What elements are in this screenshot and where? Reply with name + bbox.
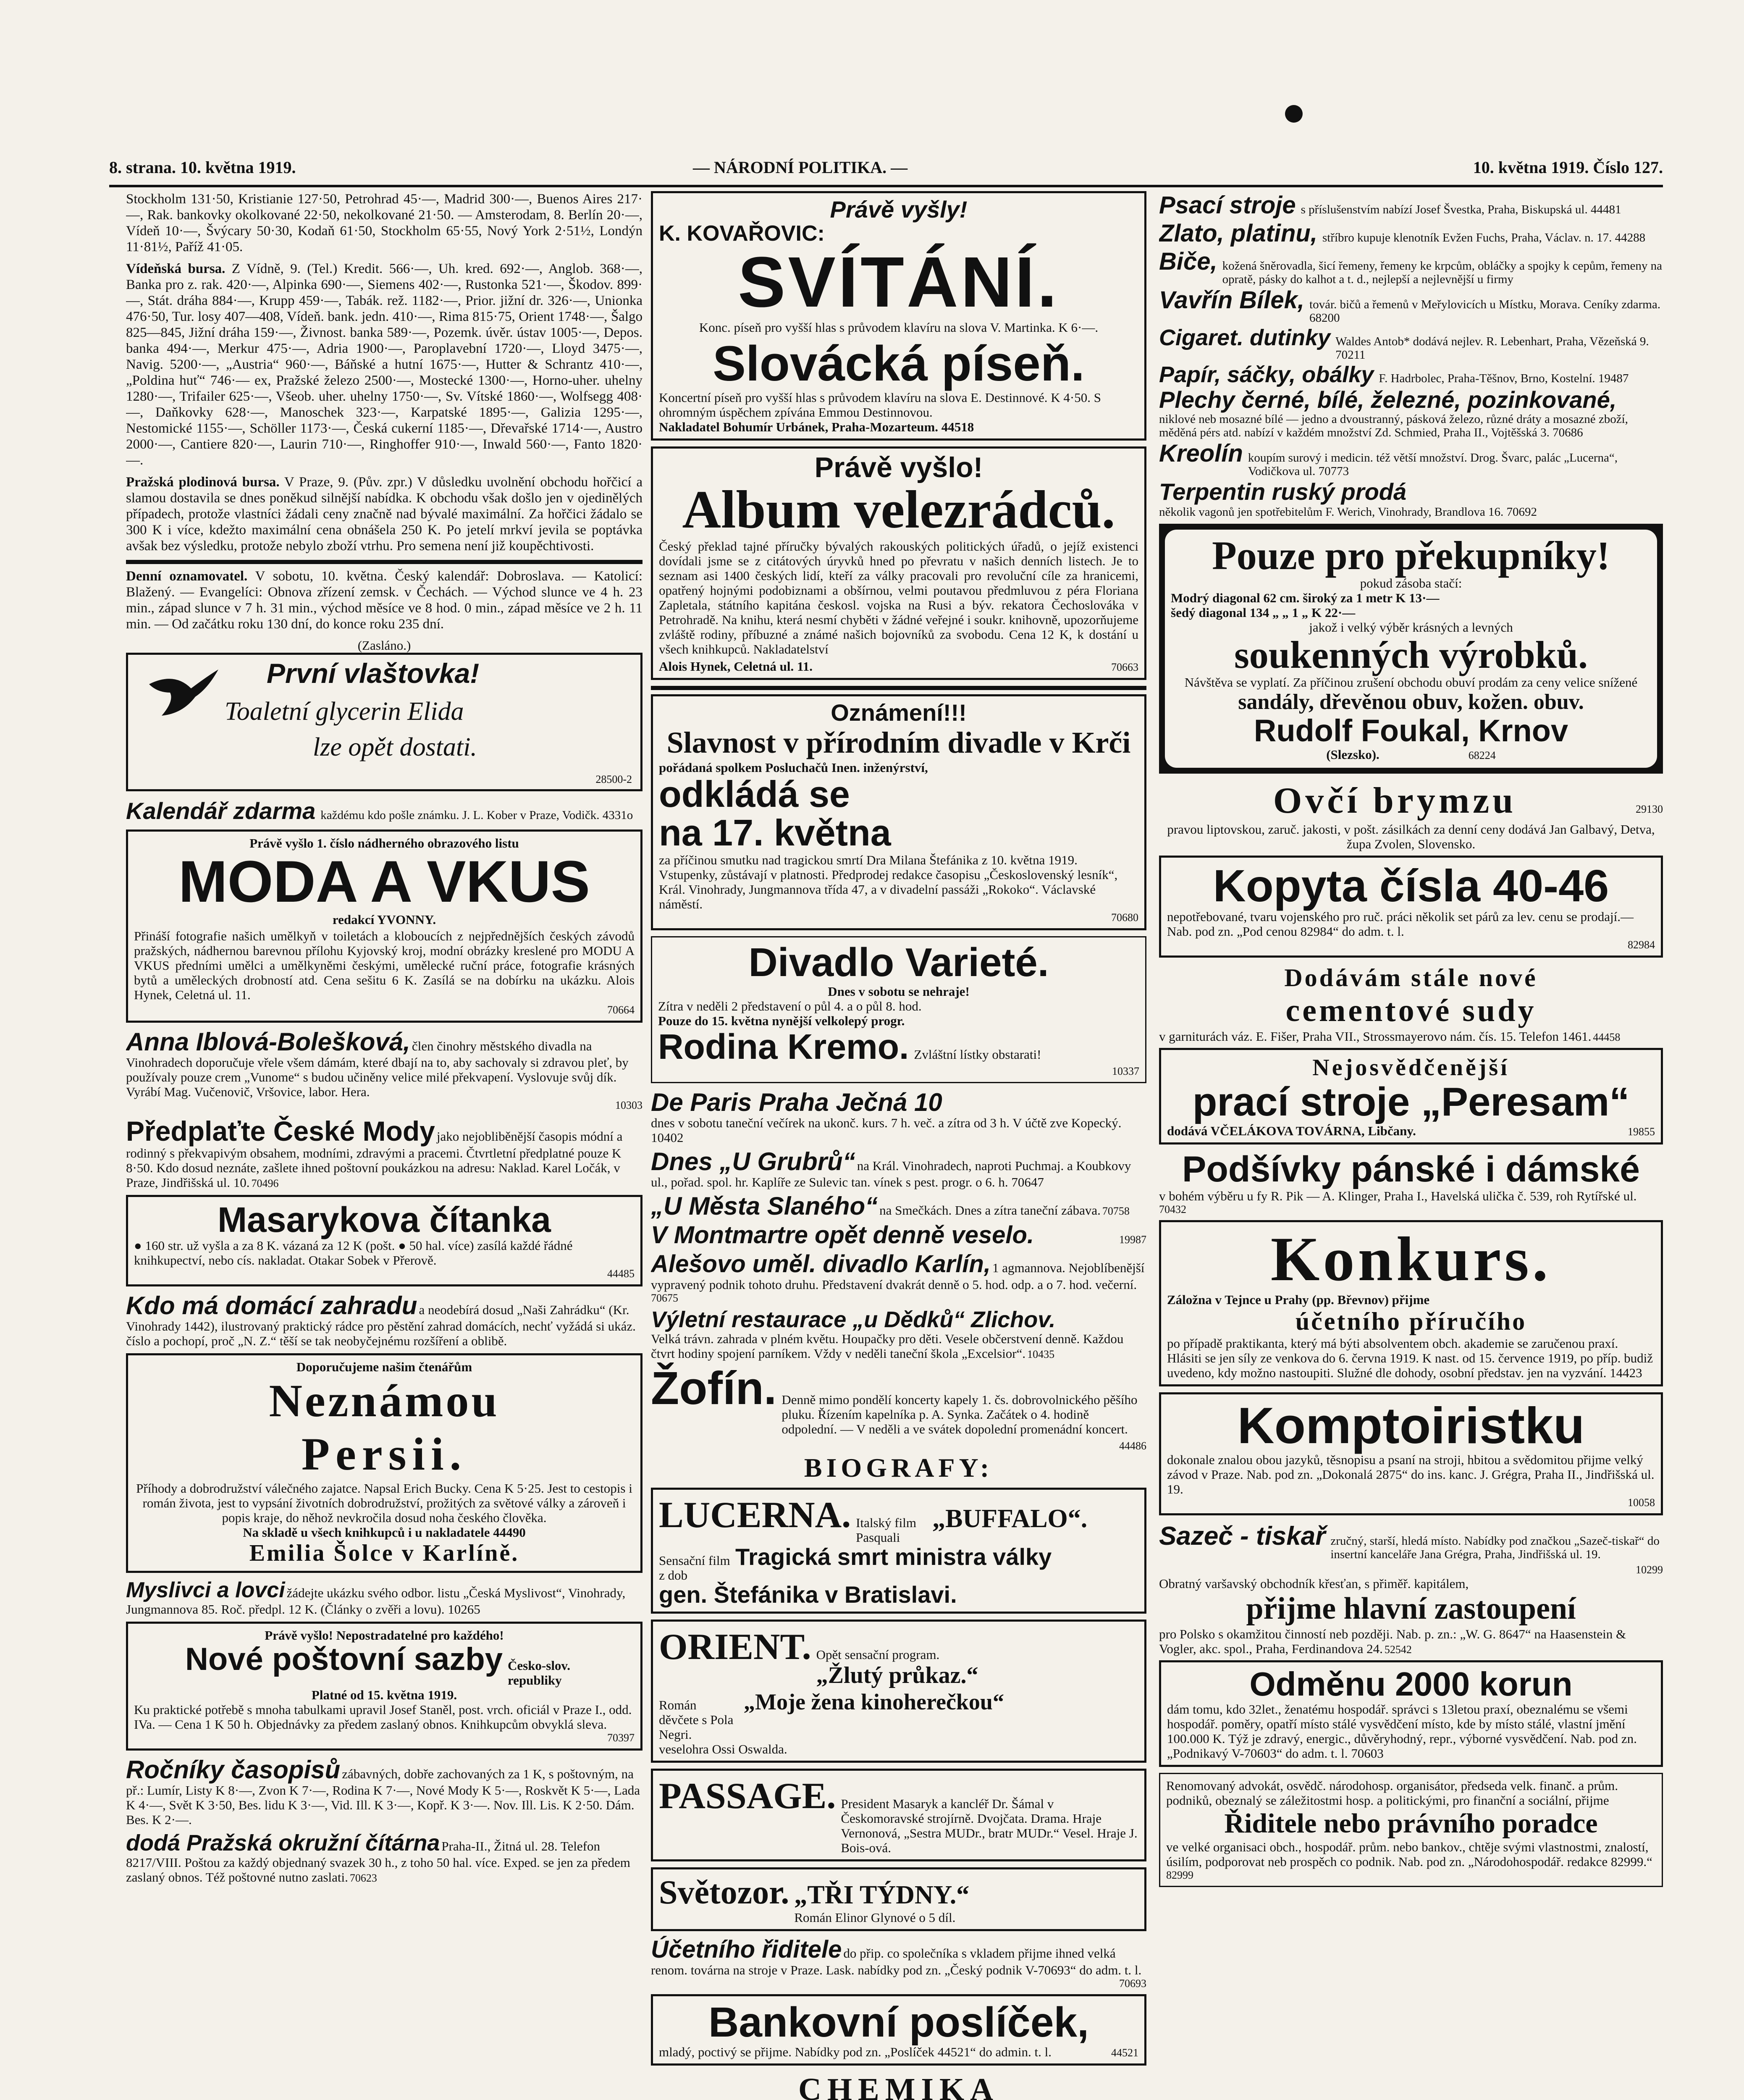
ad-svetozor — [651, 1867, 1146, 1931]
kalendar-title: Kalendář zdarma — [126, 798, 316, 824]
myslivci-text: žádejte ukázku svého odbor. listu „Česká Myslivost“, Vinohrady, Jungmannova 85. Roč. předpl. 12 K. (Články o zvěři a lovu). 10265 — [126, 1586, 626, 1617]
ad-oznameni — [651, 694, 1146, 930]
ad-bice — [1159, 247, 1663, 286]
prstroje-title: Psací stroje — [1159, 192, 1296, 219]
sudy-title2: cementové sudy — [1285, 993, 1537, 1029]
ad-rocniky — [126, 1756, 643, 1827]
ad-sudy — [1159, 963, 1663, 1044]
lucerna-side: Italský film Pasquali — [856, 1515, 916, 1545]
kompt-text: dokonale znalou obou jazyků, těsnopisu a psaní na stroji, hbitou a svědomitou přijme velký závod v Praze. Nab. pod zn. „Dokonalá 2875“ do ins. kanc. J. Grégra, Praha II., Jindřišská ul. 19. — [1167, 1452, 1655, 1497]
ad-anna — [126, 1029, 643, 1112]
foukal-place: (Slezsko). — [1326, 747, 1379, 762]
bilek-text: továr. bičů a řemenů v Meřylovicích u Místku, Morava. Ceníky zdarma. 68200 — [1309, 298, 1660, 325]
ad-konkurs — [1159, 1220, 1663, 1387]
ad-odmena — [1159, 1660, 1663, 1767]
konkurs-role: účetního příručího — [1295, 1307, 1527, 1336]
peresam-title: prací stroje „Peresam“ — [1192, 1079, 1630, 1125]
ad-renom — [1159, 1773, 1663, 1887]
ad-lucerna — [651, 1488, 1146, 1614]
persie-kicker: Doporučujeme našim čtenářům — [296, 1360, 472, 1375]
ad-foukal — [1159, 524, 1663, 774]
renom-num: 82999 — [1166, 1869, 1193, 1882]
kompt-title: Komptoiristku — [1237, 1397, 1585, 1454]
alesovo-title: Alešovo uměl. divadlo Karlín, — [651, 1250, 991, 1278]
ad-moda — [126, 830, 643, 1023]
paris-title: De Paris Praha Ječná 10 — [651, 1088, 942, 1116]
ad-chemika — [651, 2071, 1146, 2100]
renom-title: Řiditele nebo právního poradce — [1224, 1808, 1598, 1839]
punch-hole — [1285, 105, 1303, 123]
rocniky-title: Ročníky časopisů — [126, 1756, 341, 1784]
header-right: 10. května 1919. Číslo 127. — [1473, 158, 1663, 177]
sudy-num: 44458 — [1593, 1031, 1621, 1044]
page-header — [109, 158, 1663, 183]
ad-terpentin — [1159, 478, 1663, 519]
montmartre-num: 19987 — [1119, 1233, 1146, 1246]
dedku-title: Výletní restaurace „u Dědků“ Zlichov. — [651, 1307, 1056, 1332]
ad-sazec — [1159, 1521, 1663, 1561]
ad-plechy — [1159, 388, 1663, 439]
renom-text2: ve velké organisaci obch., hospodář. prům. nebo bankov., chtěje svými vlastnostmi, znalostí, úsilím, podporovat neb prospěch co podnik. Nab. pod zn. „Národohospodář. redakce 82999.“ — [1166, 1840, 1652, 1869]
vlastovka-line2: lze opět dostati. — [313, 733, 477, 761]
ad-psaci-stroje — [1159, 191, 1663, 219]
ad-kalendar — [126, 797, 643, 824]
ad-peresam — [1159, 1048, 1663, 1144]
vlastovka-num: 28500-2 — [595, 773, 632, 785]
posl-text: mladý, poctivý se přijme. Nabídky pod zn. „Poslíček 44521“ do admin. t. l. — [659, 2044, 1052, 2059]
header-center: — NÁRODNÍ POLITIKA. — — [693, 158, 908, 177]
column-2 — [651, 191, 1146, 2100]
svetozor-sub: Román Elinor Glynové o 5 díl. — [794, 1910, 956, 1925]
masaryk-num: 44485 — [607, 1268, 635, 1280]
zofin-title: Žofín. — [651, 1362, 777, 1415]
kopyta-title: Kopyta čísla 40-46 — [1213, 860, 1609, 911]
predplatte-text: jako nejobliběnější časopis módní a rodinný s překvapivým obsahem, modními, zdravými a pracemi. Čtvrtletní předplatné pouze K 8·50. Kdo dosud neznáte, zašlete ihned poštovní poukázkou na adresu: Naklad. Karel Ločák, v Praze, Jindřišská ul. 10. — [126, 1129, 623, 1190]
orient-sub2: veselohra Ossi Oswalda. — [659, 1742, 787, 1756]
zaslano: (Zasláno.) — [357, 638, 411, 653]
dedku-text: Velká trávn. zahrada v plném květu. Houpačky pro děti. Vesele občerstvení denně. Každou čtvrt hodiny spojení parníkem. Vždy v neděli taneční škola „Excelsior“. — [651, 1331, 1124, 1361]
lucerna-title: LUCERNA. — [659, 1495, 851, 1536]
postovni-kicker: Právě vyšlo! Nepostradatelné pro každého! — [265, 1628, 504, 1643]
grain-text: V Praze, 9. (Pův. zpr.) V důsledku uvolnění obchodu hořčicí a slamou dostavila se dnes poněkud silnější nabídka. K obchodu však došlo jen v ojedinělých případech, protože vlastníci žádali ceny značně nad bývalé maximální. Za hořčici žádalo se 300 K i více, kdežto maximální cena obnášela 250 K. Po jetelí mrkví jevila se poptávka avšak bez výsledku, protože nebylo zboží vtrhu. Pro semena není již koupěchtivosti. — [126, 475, 643, 554]
brynza-text: pravou liptovskou, zaruč. jakosti, v pošt. zásilkách za denní ceny dodává Jan Galbavý, Detva, župa Zvolen, Slovensko. — [1167, 822, 1655, 852]
foukal-title: Pouze pro překupníky! — [1212, 533, 1610, 578]
ad-zahrada — [126, 1292, 643, 1348]
slaneho-num: 70758 — [1102, 1205, 1130, 1217]
ad-kreolin — [1159, 439, 1663, 478]
persie-text: Příhody a dobrodružství válečného zajatce. Napsal Erich Bucky. Cena K 5·25. Jest to cestopis i román života, jest to vypsání životních dobrodružství, prožitých za světové války a zároveň i popis kraje, do něhož nevkročila dosud noha českého člověka. — [136, 1481, 632, 1525]
anna-text: člen činohry městského divadla na Vinohradech doporučuje vřele všem dámám, které dbají na to, aby sachovaly si zdravou pleť, by používaly pouze crem „Vunome“ s budou učiněny velice milé překvapení. Vyslovuje svůj dík. Vyrábí Mag. Vučenovič, Vršovice, labor. Hera. — [126, 1039, 629, 1099]
ozn-kicker: Oznámení!!! — [831, 699, 967, 726]
slovacka-publisher: Nakladatel Bohumír Urbánek, Praha-Mozarteum. 44518 — [659, 419, 974, 434]
bio-title: BIOGRAFY: — [804, 1453, 994, 1483]
ad-persie — [126, 1353, 643, 1573]
daily-announcer — [126, 568, 643, 632]
header-left: 8. strana. 10. května 1919. — [109, 158, 296, 177]
orient-sub: Román děvčete s Pola Negri. — [659, 1698, 734, 1742]
ad-zlato — [1159, 219, 1663, 247]
anna-num: 10303 — [615, 1099, 643, 1111]
okruzni-title: dodá Pražská okružní čítárna — [126, 1830, 440, 1856]
obratny-text: Obratný varšavský obchodník křesťan, s přiměř. kapitálem, — [1159, 1576, 1469, 1591]
sazec-text: zručný, starší, hledá místo. Nabídky pod značkou „Sazeč-tiskař“ do insertní kanceláře Jana Grégra, Praha, Jindřišská ul. 19. — [1330, 1534, 1660, 1562]
vienna-title: Vídeňská bursa. — [126, 261, 226, 276]
slovacka-text: Koncertní píseň pro vyšší hlas s průvodem klavíru na slova E. Destinnové. K 4·50. S ohromným úspěchem zpívána Emmou Destinnovou. — [659, 390, 1101, 420]
ciga-title: Cigaret. dutinky — [1159, 325, 1331, 350]
plechy-title: Plechy černé, bílé, železné, pozinkované, — [1159, 386, 1617, 413]
ad-orient — [651, 1620, 1146, 1763]
papir-title: Papír, sáčky, obálky — [1159, 362, 1374, 387]
ozn-text: za příčinou smutku nad tragickou smrtí Dra Milana Štefánika z 10. května 1919. Vstupenky, zůstávají v platnosti. Předprodej redakce časopisu „Československý lesník“, Král. Vinohrady, Jungmannova třída 47, a v divadelní passáži „Rokoko“. Václavské náměstí. — [659, 852, 1118, 911]
ucetni-num: 70693 — [1119, 1977, 1146, 1990]
kopyta-text: nepotřebované, tvaru vojenského pro ruč. práci několik set párů za lev. cenu se prodají.— Nab. pod zn. „Pod cenou 82984“ do adm. t. l. — [1167, 909, 1634, 939]
slovacka-title: Slovácká píseň. — [713, 336, 1085, 391]
grain-title: Pražská plodinová bursa. — [126, 475, 280, 490]
postovni-side: Česko-slov. republiky — [507, 1658, 570, 1688]
moda-num: 70664 — [607, 1004, 635, 1016]
foukal-big: soukenných výrobků. — [1234, 633, 1588, 676]
ad-masaryk — [126, 1195, 643, 1286]
odmena-title: Odměnu 2000 korun — [1249, 1665, 1573, 1703]
persie-store — [134, 1525, 635, 1540]
lucerna-film3: gen. Štefánika v Bratislavi. — [659, 1581, 957, 1608]
ad-zofin — [651, 1364, 1146, 1436]
album-title: Album velezrádců. — [682, 480, 1115, 540]
lucerna-film: „BUFFALO“. — [932, 1504, 1088, 1533]
ad-papir — [1159, 362, 1663, 388]
slaneho-title: „U Města Slaného“ — [651, 1192, 878, 1220]
foukal-text: Návštěva se vyplatí. Za příčinou zrušení obchodu obuví prodám za ceny velice snížené — [1184, 675, 1638, 690]
podsivky-title: Podšívky pánské i dámské — [1182, 1149, 1640, 1190]
moda-text: Přináší fotografie našich umělkyň v toiletách a kloboucích z nejpřednějších českých závodů pražských, nádhernou barevnou přílohu Kyjovský kroj, modní obrázky kreslené pro MODU A VKUS předními umělci a umělkyněmi českými, umělecké ruční práce, fotografie krásných bytů a uměleckých drobností atd. Cena sešitu 6 K. Zasílá se na dobírku na ukázku. Alois Hynek, Celetná ul. 11. — [134, 929, 635, 1002]
ad-dedku — [651, 1308, 1146, 1361]
ciga-text: Waldes Antob* dodává nejlev. R. Lebenhart, Praha, Vězeňská 9. 70211 — [1335, 335, 1649, 362]
konkurs-title: Konkurs. — [1270, 1224, 1552, 1294]
variete-title: Divadlo Varieté. — [748, 940, 1049, 985]
alesovo-text: 1 agmannova. Nejoblíbenější vypravený podnik tohoto druhu. Představení dvakrát denně o 5. hod. odp. a o 7. hod. večerní. — [651, 1260, 1145, 1292]
svetozor-film: „TŘI TÝDNY.“ — [794, 1881, 970, 1909]
zahrada-title: Kdo má domácí zahradu — [126, 1292, 417, 1320]
ozn-lead: pořádaná spolkem Posluchačů Inen. inženýrství, — [659, 760, 928, 775]
postovni-title: Nové poštovní sazby — [185, 1641, 503, 1677]
predplatte-title: Předplaťte České Mody — [126, 1116, 435, 1147]
papir-text: F. Hadrbolec, Praha-Těšnov, Brno, Kostelní. 19487 — [1379, 372, 1629, 385]
paris-text: dnes v sobotu taneční večírek na ukonč. kurs. 7 h. več. a zítra od 3 h. V účtě zve Kopecký. 10402 — [651, 1115, 1122, 1145]
persie-publisher: Emilia Šolce v Karlíně. — [249, 1540, 519, 1567]
brynza-title: Ovčí brymzu — [1273, 780, 1517, 822]
svitani-kicker: Právě vyšly! — [830, 196, 968, 223]
peresam-text: dodává VČELÁKOVA TOVÁRNA, Libčany. — [1167, 1124, 1416, 1139]
ad-grubru — [651, 1148, 1146, 1189]
kompt-num: 10058 — [1628, 1496, 1655, 1509]
ad-kopyta — [1159, 856, 1663, 958]
ad-bilek — [1159, 286, 1663, 325]
foukal-line2: šedý diagonal 134 „ „ 1 „ K 22·— — [1171, 605, 1356, 620]
variete-show: Rodina Kremo. — [658, 1026, 909, 1066]
podsivky-text: v bohém výběru u fy R. Pik — A. Klinger, Praha I., Havelská ulička č. 539, roh Rytířské ul. — [1159, 1188, 1637, 1203]
variete-side: Zvláštní lístky obstarati! — [914, 1047, 1041, 1062]
divider — [651, 686, 1146, 690]
konkurs-text: po případě praktikanta, který má býti absolventem obch. akademie se zaručenou praxí. Hlásiti se jen síly ze venkova do 6. června 1919. K nast. od 15. července 1919, po příp. budiž uvedeno, kdy možno nastoupiti. Služné dle dohody, osobní představ. jen na vyzvání. 14423 — [1167, 1336, 1653, 1381]
passage-title: PASSAGE. — [659, 1776, 836, 1816]
moda-title: MODA A VKUS — [178, 848, 590, 914]
zahrada-text: a neodebírá dosud „Naši Zahrádku“ (Kr. Vinohrady 1442), ilustrovaný praktický rádce pro pěstění zahrad domácích, nechť vyžádá si ukáz. číslo a pochopí, proč „N. Z.“ těší se tak neobyčejnému rozšíření a oblibě. — [126, 1302, 636, 1349]
vienna-text: Z Vídně, 9. (Tel.) Kredit. 566·—, Uh. kred. 692·—, Anglob. 368·—, Banka pro z. rak. 420·—, Alpinka 690·—, Siemens 402·—, Rustonka 521·—, Škodov. 899·—, Stát. dráha 884·—, Krupp 459·—, Tabák. rež. 1182·—, Prior. jižní dr. 326·—, Unionka 476·50, Tur. losy 407—408, Vídeň. bank. jedn. 410·—, Rima 815·75, Orient 1748·—, Šalgo 825—845, Jižní dráha 159·—, Živnost. banka 589·—, Pozemk. úvěr. ústav 1005·—, Depos. banka 494·—, Merkur 475·—, Adria 1900·—, Paroplavební 1720·—, Lloyd 3475·—, Navig. 5200·—, „Austria“ 960·—, Báňské a hutní 1675·—, Hutter & Schrantz 410·—, „Poldina huť“ 746·— ex, Pražské železo 2500·—, Mostecké 1300·—, Horno-uher. uhelny 1280·—, Trifailer 625·—, Všeob. uher. uhelny 1750·—, Sv. Vítské 1860·—, Wolfsegg 408·—, Daňkovky 628·—, Manoschek 323·—, Karpatské 1895·—, Galizia 1295·—, Nestomické 1155·—, Schöller 1173·—, Česká cukerní 1185·—, Dřevařské 1714·—, Austro 2000·—, Cantiere 820·—, Laurin 710·—, Ringhoffer 910·—, Inwald 560·—, Fanto 1820·—. — [126, 261, 643, 468]
variete-text1: Zítra v neděli 2 představení o půl 4. a o půl 8. hod. — [658, 998, 922, 1013]
album-num: 70663 — [1111, 661, 1138, 674]
anna-title: Anna Iblová-Bolešková, — [126, 1028, 410, 1056]
peresam-num: 19855 — [1628, 1126, 1655, 1138]
kopyta-num: 82984 — [1628, 939, 1655, 951]
kreolin-title: Kreolín — [1159, 439, 1243, 467]
column-1 — [126, 191, 643, 2100]
grain-bourse — [126, 474, 643, 554]
foukal-line1: Modrý diagonal 62 cm. široký za 1 metr K 13·— — [1171, 590, 1440, 605]
ad-obratny — [1159, 1576, 1663, 1656]
ozn-word1: odkládá se — [659, 773, 850, 815]
album-text: Český překlad tajné příručky bývalých rakouských politických úřadů, o jejíž existenci dovídali jsme se z citátových úryvků hned po převratu v našich denních listech. Je to seznam asi 1400 českých lidí, kteří za války pracovali pro revoluční cíle za hranicemi, opatřený hojnými podobiznami a obšírnou, velmi poutavou předmluvou z péra Floriana Zapletala, státního kapitána českosl. vojska na Rusi a býv. rekatora Čechoslováka v Petrohradě. Na knihu, která nesmí chyběti v žádné veřejné i soukr. knihovně, upozorňujeme zvláště rodiny, příbuzné a známé našich bojovníků za svobodu. Cena 12 K, k dostání u všech knihkupců. Nakladatelství — [659, 539, 1138, 657]
persie-store-text: Na skladě u všech knihkupců i u nakladatele — [243, 1525, 490, 1540]
postovni-valid: Platné od 15. května 1919. — [311, 1688, 457, 1703]
ad-passage — [651, 1769, 1146, 1861]
daily-text: V sobotu, 10. května. Český kalendář: Dobroslava. — Katolicí: Blažený. — Evangelíci: Obnova zřízení zemsk. v Čechách. — Východ slunce ve 4 h. 23 min., západ slunce v 7 h. 31 min., východ měsíce ve 8 hod. 0 min., západ měsíce ve 2 h. 11 min. — Od začátku roku 130 dní, do konce roku 235 dní. — [126, 569, 643, 632]
lucerna-film2: Tragická smrt ministra války — [735, 1544, 1052, 1570]
variete-text2: Pouze do 15. května nynější velkolepý progr. — [658, 1013, 905, 1028]
variete-num: 10337 — [1112, 1065, 1139, 1077]
slaneho-text: na Smečkách. Dnes a zítra taneční zábava. — [879, 1202, 1101, 1218]
prstroje-text: s příslušenstvím nabízí Josef Švestka, Praha, Biskupská ul. 44481 — [1301, 203, 1621, 216]
ozn-title: Slavnost v přírodním divadle v Krči — [666, 725, 1131, 759]
ad-brynza — [1159, 780, 1663, 851]
ad-paris — [651, 1089, 1146, 1145]
ad-album — [651, 446, 1146, 680]
passage-text: President Masaryk a kancléř Dr. Šámal v Českomoravské strojírně. Dvojčata. Drama. Hraje Vernonová, „Sestra MUDr., bratr MUDr.“ Vesel. Hraje J. Bois-ová. — [841, 1796, 1138, 1855]
foukal-line3: jakož i velký výběr krásných a levných — [1309, 620, 1513, 635]
svitani-text: Konc. píseň pro vyšší hlas s průvodem klavíru na slova V. Martinka. K 6·—. — [699, 320, 1099, 335]
ad-slaneho — [651, 1193, 1146, 1219]
orient-film2: „Moje žena kinoherečkou“ — [744, 1689, 1004, 1714]
vlastovka-line1: Toaletní glycerin Elida — [225, 697, 464, 726]
foukal-name: Rudolf Foukal, Krnov — [1254, 713, 1568, 748]
ad-vlastovka — [126, 653, 643, 791]
ad-poslicek — [651, 1994, 1146, 2066]
ad-svitani — [651, 191, 1146, 441]
terpentin-title: Terpentin ruský prodá — [1159, 478, 1407, 505]
lucerna-sub: Sensační film z dob — [659, 1553, 730, 1583]
persie-title2: Persii. — [301, 1428, 467, 1480]
ucetni-text: do přip. co společníka s vkladem přijme ihned velká renom. továrna na stroje v Praze. Lask. nabídky pod zn. „Český podnik V-70693“ do adm. t. l. — [651, 1946, 1142, 1977]
kreolin-text: koupím surový i medicin. též větší množství. Drog. Švarc, palác „Lucerna“, Vodičkova ul. 70773 — [1248, 451, 1618, 478]
sazec-title: Sazeč - tiskař — [1159, 1522, 1326, 1551]
svitani-author: K. KOVAŘOVIC: — [659, 221, 825, 246]
bilek-title: Vavřín Bílek, — [1159, 286, 1305, 314]
renom-text: Renomovaný advokát, osvědč. národohosp. organisátor, předseda velk. finanč. a prům. podniků, obeznalý se záležitostmi hosp. a politickými, pro finanční a sociální, přijme — [1166, 1778, 1618, 1808]
konkurs-lead: Záložna v Tejnce u Prahy (pp. Břevnov) přijme — [1167, 1292, 1430, 1307]
obratny-title: přijme hlavní zastoupení — [1246, 1591, 1576, 1626]
masaryk-title: Masarykova čítanka — [218, 1200, 551, 1240]
header-rule — [109, 185, 1663, 187]
rocniky-text: zábavných, dobře zachovaných za 1 K, s poštovným, na př.: Lumír, Listy K 8·—, Zvon K 7·—, Rodina K 7·—, Nové Mody K 5·—, Roskvět K 5·—, Lada K 4·—, Svět K 3·50, Bes. lidu K 3·—, Vid. Ill. K 3·—, Kopř. K 3·—. Nov. Ill. Lis. K 2·50. Dám. Bes. K 2·—. — [126, 1767, 640, 1827]
posl-title: Bankovní poslíček, — [708, 1998, 1089, 2046]
ozn-num: 70680 — [1111, 911, 1138, 924]
ozn-word2: na 17. května — [659, 812, 891, 854]
plechy-text: niklové neb mosazné bílé — jedno a dvoustranný, pásková železo, různé dráty a mosazné zboží, měděná pérs atd. nabízí v každém množství Zd. Schmied, Praha II., Vojtěšská 3. 70686 — [1159, 412, 1628, 439]
orient-title: ORIENT. — [659, 1627, 811, 1667]
album-kicker: Právě vyšlo! — [814, 451, 983, 483]
ad-cigaret — [1159, 325, 1663, 362]
ad-variete — [651, 936, 1146, 1083]
persie-store-num: 44490 — [493, 1525, 526, 1540]
orient-kicker: Opět sensační program. — [816, 1647, 940, 1662]
column-3 — [1159, 191, 1663, 2100]
dedku-num: 10435 — [1027, 1348, 1055, 1361]
brynza-num: 29130 — [1636, 803, 1663, 816]
ad-komptoiristku — [1159, 1392, 1663, 1515]
grubru-text: na Král. Vinohradech, naproti Puchmaj. a Koubkovy ul., pořad. spol. hr. Kaplíře ze Sulevic tan. vínek s pest. progr. o 6. h. 70647 — [651, 1158, 1131, 1189]
obratny-num: 52542 — [1384, 1643, 1412, 1656]
ad-alesovo — [651, 1252, 1146, 1305]
svetozor-title: Světozor. — [659, 1874, 789, 1911]
alesovo-num: 70675 — [651, 1292, 678, 1304]
ad-montmartre — [651, 1223, 1146, 1248]
svitani-title: SVÍTÁNÍ. — [738, 242, 1060, 323]
zofin-text: Denně mimo pondělí koncerty kapely 1. čs. dobrovolnického pěšího pluku. Řízením kapelníka p. A. Synka. Začátek o 4. hodině odpolední. — V neděli a ve svátek dopolední promenádní koncert. — [782, 1392, 1138, 1437]
daily-title: Denní oznamovatel. — [126, 569, 248, 584]
variete-sub: Dnes v sobotu se nehraje! — [828, 984, 970, 999]
masaryk-text: ● 160 str. už vyšla a za 8 K. vázaná za 12 K (pošt. ● 50 hal. více) zasílá každé řádné knihkupectví, nebo cís. nakladat. Otakar Sobek v Přerově. — [134, 1238, 573, 1268]
odmena-text: dám tomu, kdo 32let., ženatému hospodář. správci s 13letou praxí, obeznalému se všemi hospodář. poměry, opatří místo stálé vysvědčení místo, kde by místo stálé, vlastní jmění 100.000 K. Týž je zdravý, energic., důvěryhodný, repr., výborné vysvědčení. Nab. pod zn. „Podnikavý V-70603“ do adm. t. l. 70603 — [1167, 1702, 1637, 1761]
myslivci-title: Myslivci a lovci — [126, 1578, 285, 1603]
sazec-num: 10299 — [1636, 1564, 1663, 1576]
bice-title: Biče, — [1159, 248, 1217, 275]
album-publisher: Alois Hynek, Celetná ul. 11. — [659, 659, 813, 674]
montmartre-title: V Montmartre opět denně veselo. — [651, 1221, 1034, 1249]
swallow-icon — [145, 667, 220, 718]
moda-kicker: Právě vyšlo 1. číslo nádherného obrazového listu — [249, 836, 519, 850]
sudy-title1: Dodávám stále nové — [1284, 964, 1538, 992]
sudy-text: v garniturách váz. E. Fišer, Praha VII., Strossmayerovo nám. čís. 15. Telefon 1461. — [1159, 1029, 1592, 1044]
ad-ucetni — [651, 1937, 1146, 1990]
ad-myslivci — [126, 1579, 643, 1617]
grubru-title: Dnes „U Grubrů“ — [651, 1147, 855, 1176]
okruzni-num: 70623 — [349, 1872, 377, 1884]
peresam-kicker: Nejosvědčenější — [1312, 1055, 1510, 1081]
predplatte-num: 70496 — [251, 1177, 279, 1190]
zlato-text: stříbro kupuje klenotník Evžen Fuchs, Praha, Václav. n. 17. 44288 — [1322, 231, 1646, 244]
ucetni-title: Účetního řiditele — [651, 1936, 842, 1963]
okruzni-text: Praha-II., Žitná ul. 28. Telefon 8217/VIII. Poštou za každý objednaný svazek 30 h., z toho 50 hal. více. Exped. se jen za předem zaslaný obnos. Též poštovné nutno zaslati. — [126, 1839, 630, 1885]
obratny-text2: pro Polsko s okamžitou činností neb později. Nab. p. zn.: „W. G. 8647“ na Haasenstein & Vogler, akc. spol., Praha, Ferdinandova 24. — [1159, 1627, 1626, 1656]
bice-text: kožená šněrovadla, šicí řemeny, řemeny ke krpcům, obláčky a spojky k cepům, řemeny na opratě, pásky do kalhot a t. d., nejlepší a nejlevnější u firmy — [1222, 259, 1663, 286]
zlato-title: Zlato, platinu, — [1159, 220, 1317, 247]
chemika-title: CHEMIKA — [798, 2071, 999, 2100]
vlastovka-title: První vlaštovka! — [267, 658, 480, 689]
kalendar-text: každému kdo pošle známku. J. L. Kober v Praze, Vodičk. 4331o — [320, 808, 633, 822]
postovni-num: 70397 — [607, 1732, 635, 1744]
vienna-bourse — [126, 261, 643, 468]
moda-editor: redakcí YVONNY. — [332, 912, 436, 927]
foukal-items: sandály, dřevěnou obuv, kožen. obuv. — [1238, 690, 1584, 714]
terpentin-text: několik vagonů jen spotřebitelům F. Werich, Vinohrady, Brandlova 16. 70692 — [1159, 505, 1537, 519]
ad-predplatte — [126, 1117, 643, 1190]
orient-film: „Žlutý průkaz.“ — [816, 1662, 978, 1688]
persie-title1: Neznámou — [269, 1375, 500, 1427]
ad-okruzni — [126, 1831, 643, 1885]
foukal-num: 68224 — [1468, 749, 1496, 762]
postovni-text: Ku praktické potřebě s mnoha tabulkami upravil Josef Staněl, post. vrch. oficiál v Praze I., odd. IVa. — Cena 1 K 50 h. Objednávky za předem zaslaný obnos. Knihkupcům obvyklá sleva. — [134, 1702, 632, 1732]
foukal-lead: pokud zásoba stačí: — [1360, 575, 1462, 591]
zofin-num: 44486 — [1119, 1440, 1146, 1452]
divider — [126, 560, 643, 564]
exchange-text: Stockholm 131·50, Kristianie 127·50, Petrohrad 45·—, Madrid 300·—, Buenos Aires 217·—, Rak. bankovky okolkované 22·50, nekolkované 21·50. — Amsterodam, 8. Berlín 20·—, Vídeň 10·—, Švýcary 50·30, Kodaň 61·50, Stockholm 65·55, Nový York 2·51½, Londýn 11·81½, Paříž 41·05. — [126, 192, 643, 255]
ad-podsivky — [1159, 1150, 1663, 1215]
posl-num: 44521 — [1111, 2046, 1138, 2059]
podsivky-num: 70432 — [1159, 1203, 1186, 1215]
ad-postovni — [126, 1622, 643, 1751]
